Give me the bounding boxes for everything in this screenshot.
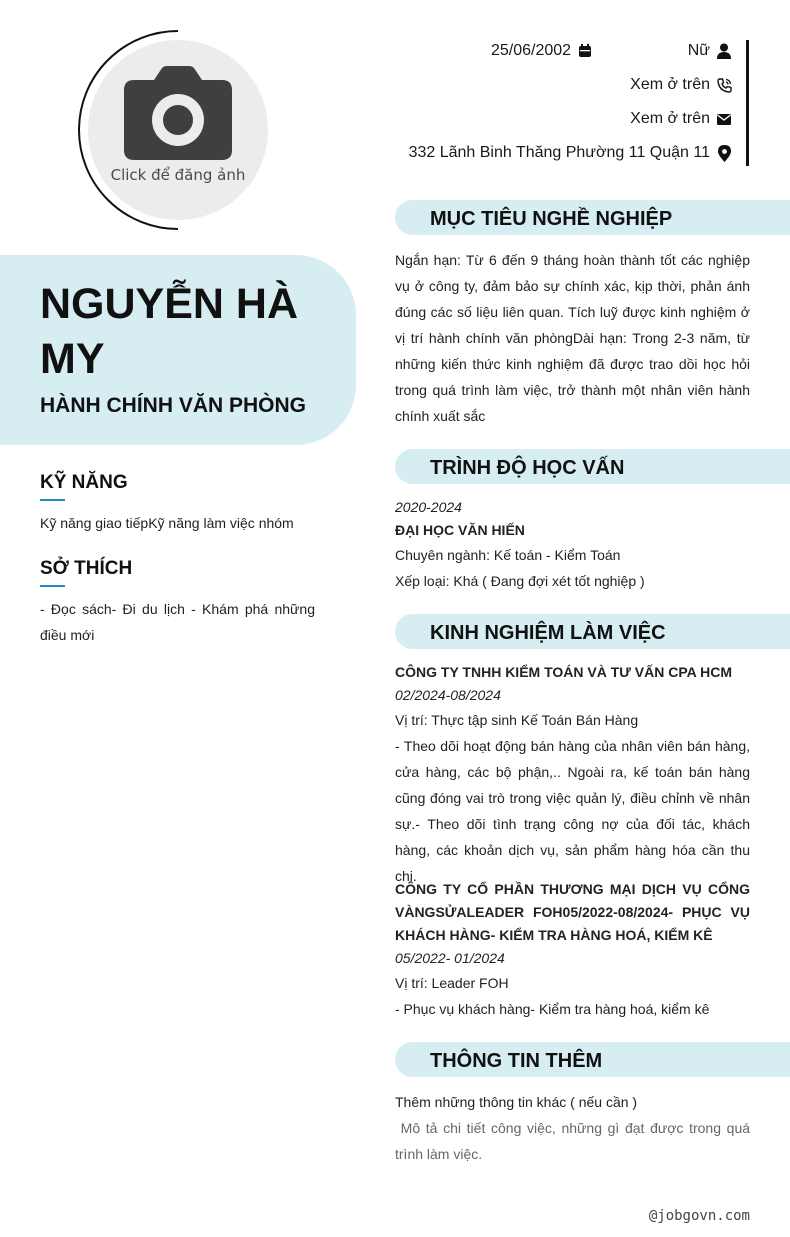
education-grade: Xếp loại: Khá ( Đang đợi xét tốt nghiệp ) — [395, 573, 645, 589]
hobbies-underline — [40, 585, 65, 587]
phone-icon — [716, 77, 732, 93]
experience-header — [395, 614, 790, 649]
hobbies-text: - Đọc sách- Đi du lịch - Khám phá những điều mới — [40, 601, 315, 643]
experience-description: - Theo dõi hoạt động bán hàng của nhân viên bán hàng, cửa hàng, các bộ phận,.. Ngoài ra, kế toán bán hàng cũng đóng vai trò trong việc quản lý, điều chỉnh về nhân sự.- Theo dõi tình trạng công nợ của đối tác, khách hàng, các khoản dịch vụ, sản phẩm hàng hóa cần thu chi. — [395, 738, 750, 884]
additional-line-2: Mô tả chi tiết công việc, những gì đạt được trong quá trình làm việc. — [395, 1120, 754, 1162]
skills-text: Kỹ năng giao tiếpKỹ năng làm việc nhóm — [40, 515, 294, 531]
education-header — [395, 449, 790, 484]
address-row — [409, 144, 732, 162]
skills-underline — [40, 499, 65, 501]
experience-company: CÔNG TY CỔ PHẦN THƯƠNG MẠI DỊCH VỤ CỔNG VÀNGSỬALEADER FOH05/2022-08/2024- PHỤC VỤ KHÁCH HÀNG- KIỂM TRA HÀNG HOÁ, KIỂM KÊ — [395, 881, 750, 943]
experience-description: - Phục vụ khách hàng- Kiểm tra hàng hoá, kiểm kê — [395, 1001, 710, 1017]
envelope-icon — [716, 111, 732, 127]
map-pin-icon — [716, 145, 732, 161]
name-panel — [0, 255, 356, 445]
gender-value: Nữ — [687, 42, 710, 59]
full-name: NGUYỄN HÀ MY — [40, 280, 299, 383]
address-value: 332 Lãnh Binh Thăng Phường 11 Quận 11 — [408, 144, 710, 161]
skills-heading: KỸ NĂNG — [40, 472, 128, 493]
user-icon — [716, 43, 732, 59]
experience-position: Vị trí: Leader FOH — [395, 975, 509, 991]
calendar-icon — [577, 43, 593, 59]
objective-heading: MỤC TIÊU NGHỀ NGHIỆP — [430, 208, 673, 230]
education-school: ĐẠI HỌC VĂN HIẾN — [395, 522, 525, 538]
experience-heading: KINH NGHIỆM LÀM VIỆC — [430, 622, 666, 644]
experience-position: Vị trí: Thực tập sinh Kế Toán Bán Hàng — [395, 712, 639, 728]
contact-divider — [746, 40, 749, 166]
additional-header — [395, 1042, 790, 1077]
additional-line-1: Thêm những thông tin khác ( nếu cần ) — [395, 1094, 638, 1110]
experience-period: 05/2022- 01/2024 — [395, 950, 505, 966]
camera-icon — [124, 66, 232, 160]
experience-period: 02/2024-08/2024 — [395, 687, 501, 703]
avatar-upload-label: Click để đăng ảnh — [110, 166, 246, 184]
dob-row — [491, 42, 593, 60]
education-period: 2020-2024 — [395, 499, 462, 515]
phone-value: Xem ở trên — [630, 76, 710, 93]
gender-row — [688, 42, 732, 60]
email-row — [630, 110, 732, 128]
education-major: Chuyên ngành: Kế toán - Kiểm Toán — [395, 547, 621, 563]
phone-row — [630, 76, 732, 94]
education-heading: TRÌNH ĐỘ HỌC VẤN — [430, 457, 625, 479]
additional-heading: THÔNG TIN THÊM — [430, 1050, 603, 1072]
job-title: HÀNH CHÍNH VĂN PHÒNG — [40, 394, 307, 417]
objective-header — [395, 200, 790, 235]
dob-value: 25/06/2002 — [491, 42, 572, 59]
watermark: @jobgovn.com — [648, 1208, 750, 1224]
experience-company: CÔNG TY TNHH KIỂM TOÁN VÀ TƯ VẤN CPA HCM — [395, 664, 732, 680]
objective-text: Ngắn hạn: Từ 6 đến 9 tháng hoàn thành tốt các nghiệp vụ ở công ty, đảm bảo sự chính xác, kịp thời, phản ánh đúng các số liệu liên quan. Tích luỹ được kinh nghiệm ở vị trí hành chính văn phòngDài hạn: Trong 2-3 năm, từ những kiến thức kinh nghiệm đã được trao dồi học hỏi trong quá trình làm việc, trở thành một nhân viên hành chính xuất sắc — [395, 252, 750, 424]
email-value: Xem ở trên — [630, 110, 710, 127]
hobbies-heading: SỞ THÍCH — [40, 558, 133, 579]
avatar-upload[interactable] — [88, 40, 268, 220]
